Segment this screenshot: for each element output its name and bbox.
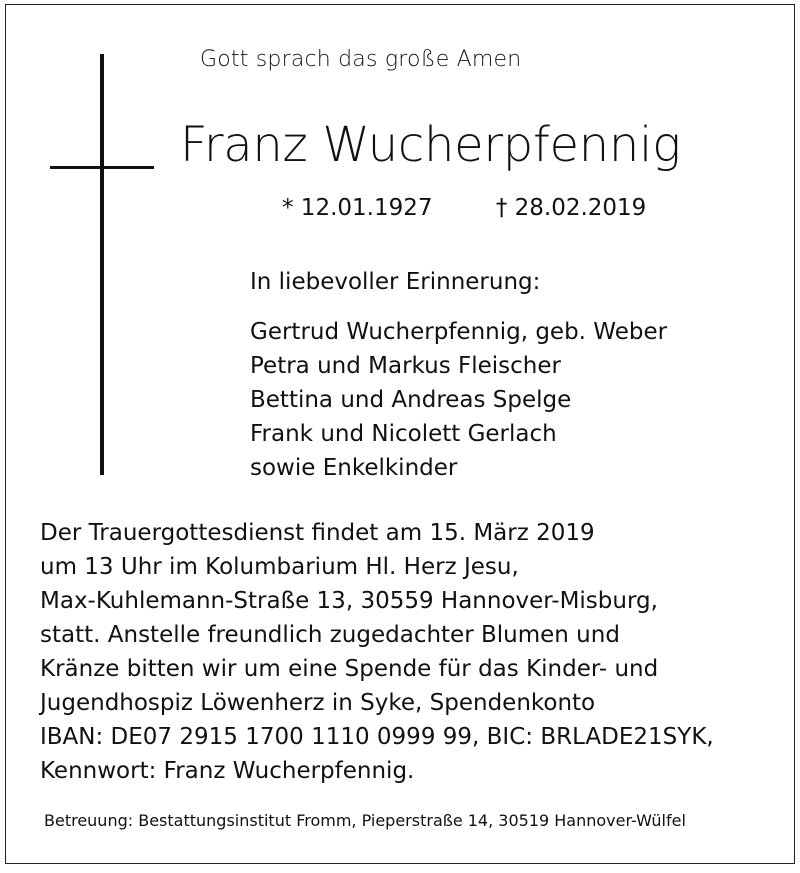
service-details [40,516,770,788]
service-line: IBAN: DE07 2915 1700 1110 0999 99, BIC: BRLADE21SYK, [40,724,714,750]
service-line: statt. Anstelle freundlich zugedachter Blumen und [40,622,620,648]
birth-date: * 12.01.1927 [282,195,433,221]
memory-heading: In liebevoller Erinnerung: [250,269,541,295]
service-line: Jugendhospiz Löwenherz in Syke, Spendenkonto [40,690,596,716]
motto: Gott sprach das große Amen [200,47,522,72]
service-line: um 13 Uhr im Kolumbarium Hl. Herz Jesu, [40,554,519,580]
service-line: Der Trauergottesdienst findet am 15. März 2019 [40,520,595,546]
death-date: † 28.02.2019 [495,195,647,221]
mourners-list [250,315,667,485]
cross-vertical-bar [100,54,104,475]
mourner: Frank und Nicolett Gerlach [250,421,557,447]
obituary-notice [5,4,795,864]
life-dates [282,195,646,221]
mourner: Petra und Markus Fleischer [250,353,561,379]
mourner: Bettina und Andreas Spelge [250,387,572,413]
service-line: Kränze bitten wir um eine Spende für das Kinder- und [40,656,659,682]
deceased-name: Franz Wucherpfennig [180,117,681,173]
mourner: Gertrud Wucherpfennig, geb. Weber [250,319,668,345]
service-line: Kennwort: Franz Wucherpfennig. [40,758,415,784]
cross-horizontal-bar [50,166,154,169]
funeral-home-credit: Betreuung: Bestattungsinstitut Fromm, Pieperstraße 14, 30519 Hannover-Wülfel [44,811,686,830]
service-line: Max-Kuhlemann-Straße 13, 30559 Hannover-Misburg, [40,588,658,614]
mourner: sowie Enkelkinder [250,455,458,481]
